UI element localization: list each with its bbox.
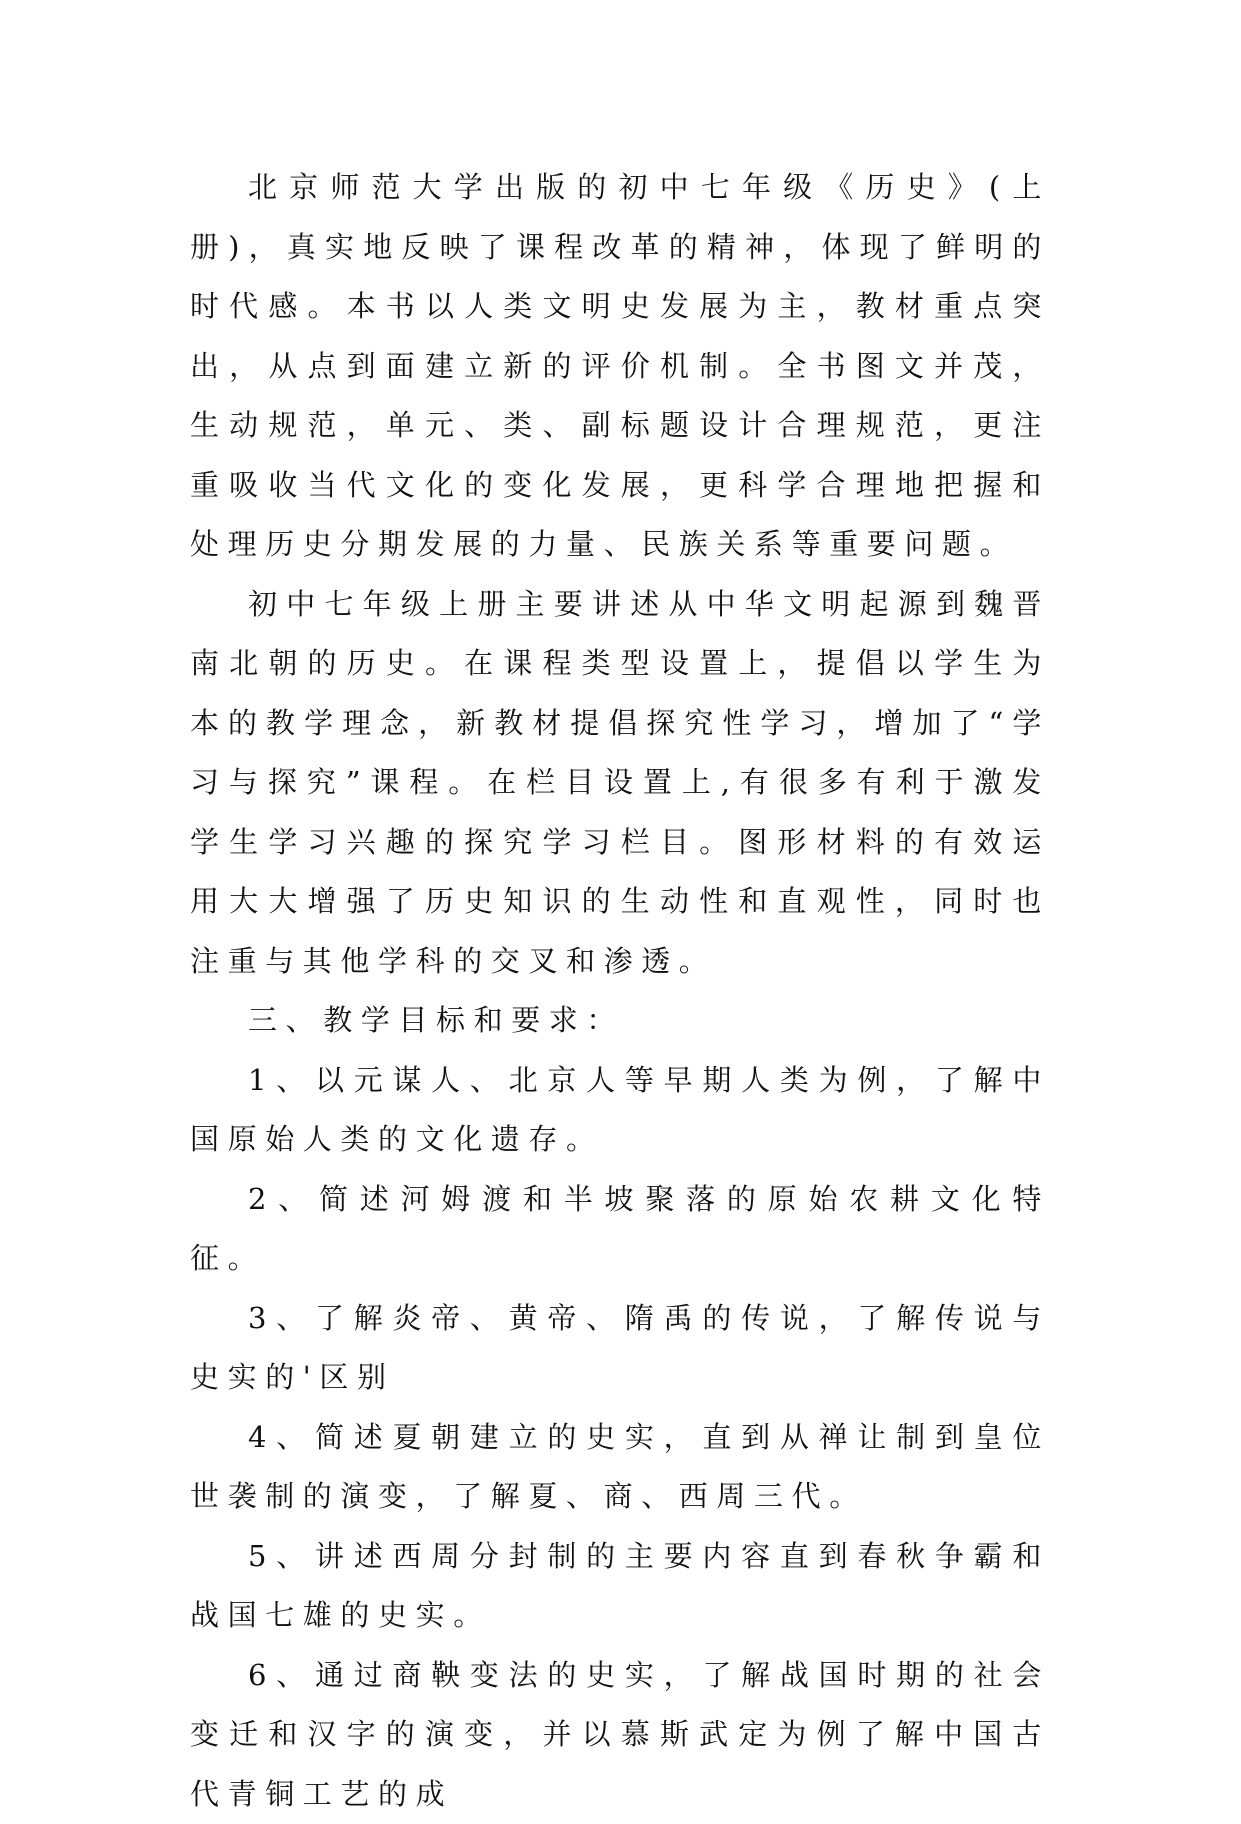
- goal-item-6: 6、通过商鞅变法的史实，了解战国时期的社会变迁和汉字的演变，并以慕斯武定为例了解中国古代青铜工艺的成: [190, 1646, 1050, 1824]
- goal-item-3: 3、了解炎帝、黄帝、隋禹的传说，了解传说与史实的'区别: [190, 1289, 1050, 1408]
- paragraph-volume-content: 初中七年级上册主要讲述从中华文明起源到魏晋南北朝的历史。在课程类型设置上，提倡以学生为本的教学理念，新教材提倡探究性学习，增加了“学习与探究”课程。在栏目设置上,有很多有利于激发学生学习兴趣的探究学习栏目。图形材料的有效运用大大增强了历史知识的生动性和直观性，同时也注重与其他学科的交叉和渗透。: [190, 575, 1050, 992]
- document-body: [190, 158, 1050, 1824]
- goal-item-4: 4、简述夏朝建立的史实，直到从禅让制到皇位世袭制的演变，了解夏、商、西周三代。: [190, 1408, 1050, 1527]
- goal-item-5: 5、讲述西周分封制的主要内容直到春秋争霸和战国七雄的史实。: [190, 1527, 1050, 1646]
- section-heading-goals: 三、教学目标和要求：: [190, 991, 1050, 1051]
- paragraph-textbook-overview: 北京师范大学出版的初中七年级《历史》(上册)，真实地反映了课程改革的精神，体现了鲜明的时代感。本书以人类文明史发展为主，教材重点突出，从点到面建立新的评价机制。全书图文并茂，生动规范，单元、类、副标题设计合理规范，更注重吸收当代文化的变化发展，更科学合理地把握和处理历史分期发展的力量、民族关系等重要问题。: [190, 158, 1050, 575]
- goal-item-1: 1、以元谋人、北京人等早期人类为例，了解中国原始人类的文化遗存。: [190, 1051, 1050, 1170]
- goal-item-2: 2、简述河姆渡和半坡聚落的原始农耕文化特征。: [190, 1170, 1050, 1289]
